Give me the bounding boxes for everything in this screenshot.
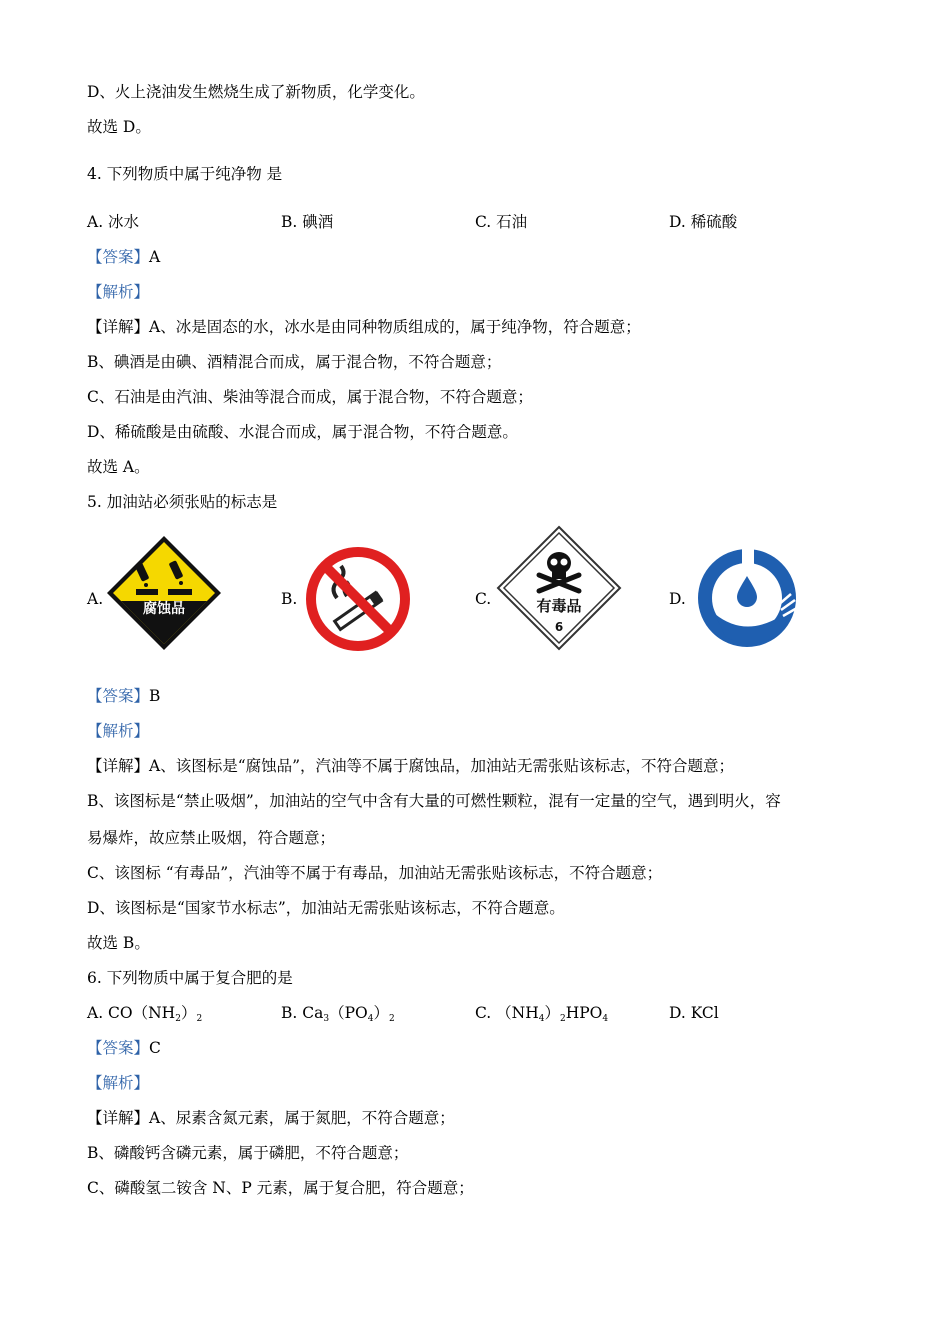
water-saving-sign-icon [695, 546, 799, 650]
q3-detail-d: D、火上浇油发生燃烧生成了新物质，化学变化。 [87, 83, 425, 101]
q5-label-a: A. [87, 590, 104, 608]
toxic-sign-class: 6 [554, 620, 564, 634]
detail-tag: 【详解】 [87, 1109, 150, 1127]
q6-stem: 6. 下列物质中属于复合肥的是 [87, 969, 293, 987]
q4-answer [87, 247, 160, 267]
q5-analysis-tag: 【解析】 [87, 722, 150, 740]
q5-detail-a: 【详解】A、该图标是“腐蚀品”，汽油等不属于腐蚀品，加油站无需张贴该标志，不符合题意； [87, 757, 735, 775]
corrosive-sign-icon [104, 533, 224, 653]
q5-choice: 故选 B。 [87, 934, 150, 952]
answer-tag: 【答案】 [87, 248, 150, 266]
q5-label-c: C. [475, 590, 492, 608]
q6-detail-c: C、磷酸氢二铵含 N、P 元素，属于复合肥，符合题意； [87, 1179, 474, 1197]
answer-value: B [149, 687, 161, 705]
corrosive-sign-text: 腐蚀品 [143, 601, 185, 617]
answer-tag: 【答案】 [87, 1039, 150, 1057]
q4-option-b: B. 碘酒 [281, 213, 334, 231]
q6-answer [87, 1038, 161, 1058]
q6-detail-a: 【详解】A、尿素含氮元素，属于氮肥，不符合题意； [87, 1109, 455, 1127]
q6-option-a: A. $CO(NH_2)_2$ [87, 1004, 203, 1024]
answer-value: C [149, 1039, 161, 1057]
q6-option-b: B. $Ca_3(PO_4)_2$ [281, 1004, 395, 1024]
q5-detail-d: D、该图标是“国家节水标志”，加油站无需张贴该标志，不符合题意。 [87, 899, 565, 917]
q6-option-c: C. $(NH_4)_2HPO_4$ [475, 1004, 609, 1024]
q6-option-d: D. KCl [669, 1004, 719, 1022]
q5-stem: 5. 加油站必须张贴的标志是 [87, 493, 278, 511]
detail-tag: 【详解】 [87, 318, 150, 336]
q4-option-c: C. 石油 [475, 213, 528, 231]
q5-label-b: B. [281, 590, 298, 608]
q4-option-d: D. 稀硫酸 [669, 213, 738, 231]
q4-detail-d: D、稀硫酸是由硫酸、水混合而成，属于混合物，不符合题意。 [87, 423, 518, 441]
answer-tag: 【答案】 [87, 687, 150, 705]
q3-choice: 故选 D。 [87, 118, 151, 136]
q5-detail-b-2: 易爆炸，故应禁止吸烟，符合题意； [87, 829, 336, 847]
no-smoking-sign-icon [305, 546, 411, 652]
q4-choice: 故选 A。 [87, 458, 150, 476]
q4-detail-a: 【详解】A、冰是固态的水，冰水是由同种物质组成的，属于纯净物，符合题意； [87, 318, 641, 336]
q4-option-a: A. 冰水 [87, 213, 140, 231]
toxic-sign-icon [494, 523, 624, 653]
q5-detail-c: C、该图标 “有毒品”，汽油等不属于有毒品，加油站无需张贴该标志，不符合题意； [87, 864, 663, 882]
q5-answer [87, 686, 160, 706]
q5-label-d: D. [669, 590, 686, 608]
q4-detail-b: B、碘酒是由碘、酒精混合而成，属于混合物，不符合题意； [87, 353, 502, 371]
q6-analysis-tag: 【解析】 [87, 1074, 150, 1092]
q4-detail-c: C、石油是由汽油、柴油等混合而成，属于混合物，不符合题意； [87, 388, 533, 406]
toxic-sign-text: 有毒品 [536, 597, 582, 615]
detail-tag: 【详解】 [87, 757, 150, 775]
answer-value: A [149, 248, 161, 266]
q6-detail-b: B、磷酸钙含磷元素，属于磷肥，不符合题意； [87, 1144, 409, 1162]
q5-detail-b-1: B、该图标是“禁止吸烟”，加油站的空气中含有大量的可燃性颗粒，混有一定量的空气，遇到明火，容 [87, 792, 781, 810]
q4-stem: 4. 下列物质中属于纯净物 是 [87, 165, 283, 183]
q4-analysis-tag: 【解析】 [87, 283, 150, 301]
